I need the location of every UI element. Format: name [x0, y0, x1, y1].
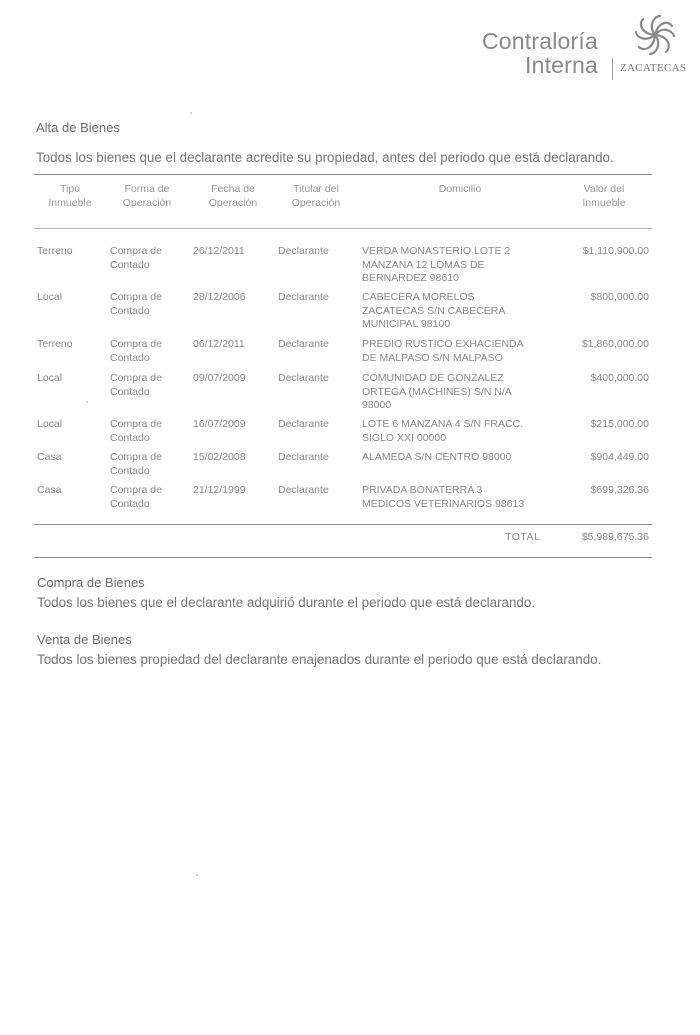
cell-titular: Declarante [278, 245, 329, 257]
logo-title-line2: Interna [525, 52, 599, 78]
cell-forma: Compra de Contado [110, 245, 162, 271]
logo-state-name: ZACATECAS [620, 62, 687, 74]
cell-fecha: 16/07/2009 [193, 418, 246, 430]
col-header-fecha: Fecha de Operación [208, 183, 258, 209]
cell-forma: Compra de Contado [110, 338, 162, 364]
cell-tipo: Local [37, 418, 63, 430]
alta-section-title: Alta de Bienes [36, 120, 120, 135]
cell-tipo: Casa [37, 451, 62, 463]
cell-tipo: Terreno [37, 245, 73, 257]
alta-section-description: Todos los bienes que el declarante acredite su propiedad, antes del periodo que está declarando. [36, 150, 614, 165]
col-header-forma: Forma de Operación [122, 183, 172, 209]
pinwheel-emblem-icon [632, 12, 678, 58]
cell-valor: $1,860,000.00 [581, 338, 649, 350]
scan-speck [190, 112, 192, 114]
cell-domicilio: CABECERA MORELOS ZACATECAS S/N CABECERA MUNICIPAL 98100 [362, 291, 506, 330]
cell-valor: $215,000.00 [590, 418, 649, 430]
cell-forma: Compra de Contado [110, 418, 162, 444]
cell-tipo: Local [37, 372, 63, 384]
table-top-rule [34, 174, 652, 175]
cell-titular: Declarante [278, 451, 329, 463]
table-total-rule [34, 524, 652, 525]
col-header-tipo: Tipo Inmueble [48, 183, 92, 209]
cell-domicilio: PREDIO RUSTICO EXHACIENDA DE MALPASO S/N MALPASO [362, 338, 524, 364]
col-header-titular: Titular del Operación [291, 183, 341, 209]
cell-valor: $699,326.36 [590, 484, 649, 496]
cell-domicilio: ALAMEDA S/N CENTRO 98000 [362, 451, 512, 463]
cell-fecha: 26/12/2011 [193, 245, 245, 257]
cell-fecha: 28/12/2006 [193, 291, 246, 303]
venta-section-title: Venta de Bienes [37, 632, 132, 647]
logo-title-line1: Contraloría [482, 28, 598, 54]
cell-forma: Compra de Contado [110, 484, 162, 510]
cell-domicilio: LOTE 6 MANZANA 4 S/N FRACC. SIGLO XXI 00000 [362, 418, 524, 444]
logo-divider [612, 58, 613, 80]
col-header-domicilio: Domicilio [438, 183, 482, 195]
cell-titular: Declarante [278, 372, 329, 384]
total-value: $5,989,675.36 [581, 531, 649, 543]
cell-fecha: 06/12/2011 [193, 338, 245, 350]
cell-titular: Declarante [278, 484, 329, 496]
cell-tipo: Local [37, 291, 63, 303]
scan-speck [196, 874, 198, 876]
cell-tipo: Casa [37, 484, 62, 496]
cell-domicilio: COMUNIDAD DE GONZALEZ ORTEGA (MACHINES) S/N N/A 98000 [362, 372, 512, 411]
cell-fecha: 15/02/2008 [193, 451, 246, 463]
scan-speck [86, 401, 88, 403]
total-label: TOTAL [505, 531, 541, 543]
cell-domicilio: VERDA MONASTERIO LOTE 2 MANZANA 12 LOMAS DE BERNARDEZ 98610 [362, 245, 511, 284]
cell-titular: Declarante [278, 291, 329, 303]
cell-tipo: Terreno [37, 338, 73, 350]
cell-forma: Compra de Contado [110, 372, 162, 398]
cell-forma: Compra de Contado [110, 451, 162, 477]
cell-domicilio: PRIVADA BONATERRA 3 MEDICOS VETERINARIOS 98613 [362, 484, 525, 510]
table-header-rule [34, 228, 652, 229]
col-header-valor: Valor del Inmueble [582, 183, 626, 209]
cell-valor: $400,000.00 [590, 372, 649, 384]
cell-valor: $800,000.00 [590, 291, 649, 303]
cell-forma: Compra de Contado [110, 291, 162, 317]
compra-section-description: Todos los bienes que el declarante adquirió durante el periodo que está declarando. [37, 595, 536, 610]
cell-titular: Declarante [278, 338, 329, 350]
cell-valor: $904,449.00 [590, 451, 649, 463]
table-bottom-rule [34, 557, 652, 558]
cell-fecha: 21/12/1999 [193, 484, 246, 496]
venta-section-description: Todos los bienes propiedad del declarante enajenados durante el periodo que está declarando. [37, 652, 602, 667]
cell-fecha: 09/07/2009 [193, 372, 246, 384]
compra-section-title: Compra de Bienes [37, 575, 145, 590]
cell-titular: Declarante [278, 418, 329, 430]
cell-valor: $1,110,900.00 [582, 245, 649, 257]
